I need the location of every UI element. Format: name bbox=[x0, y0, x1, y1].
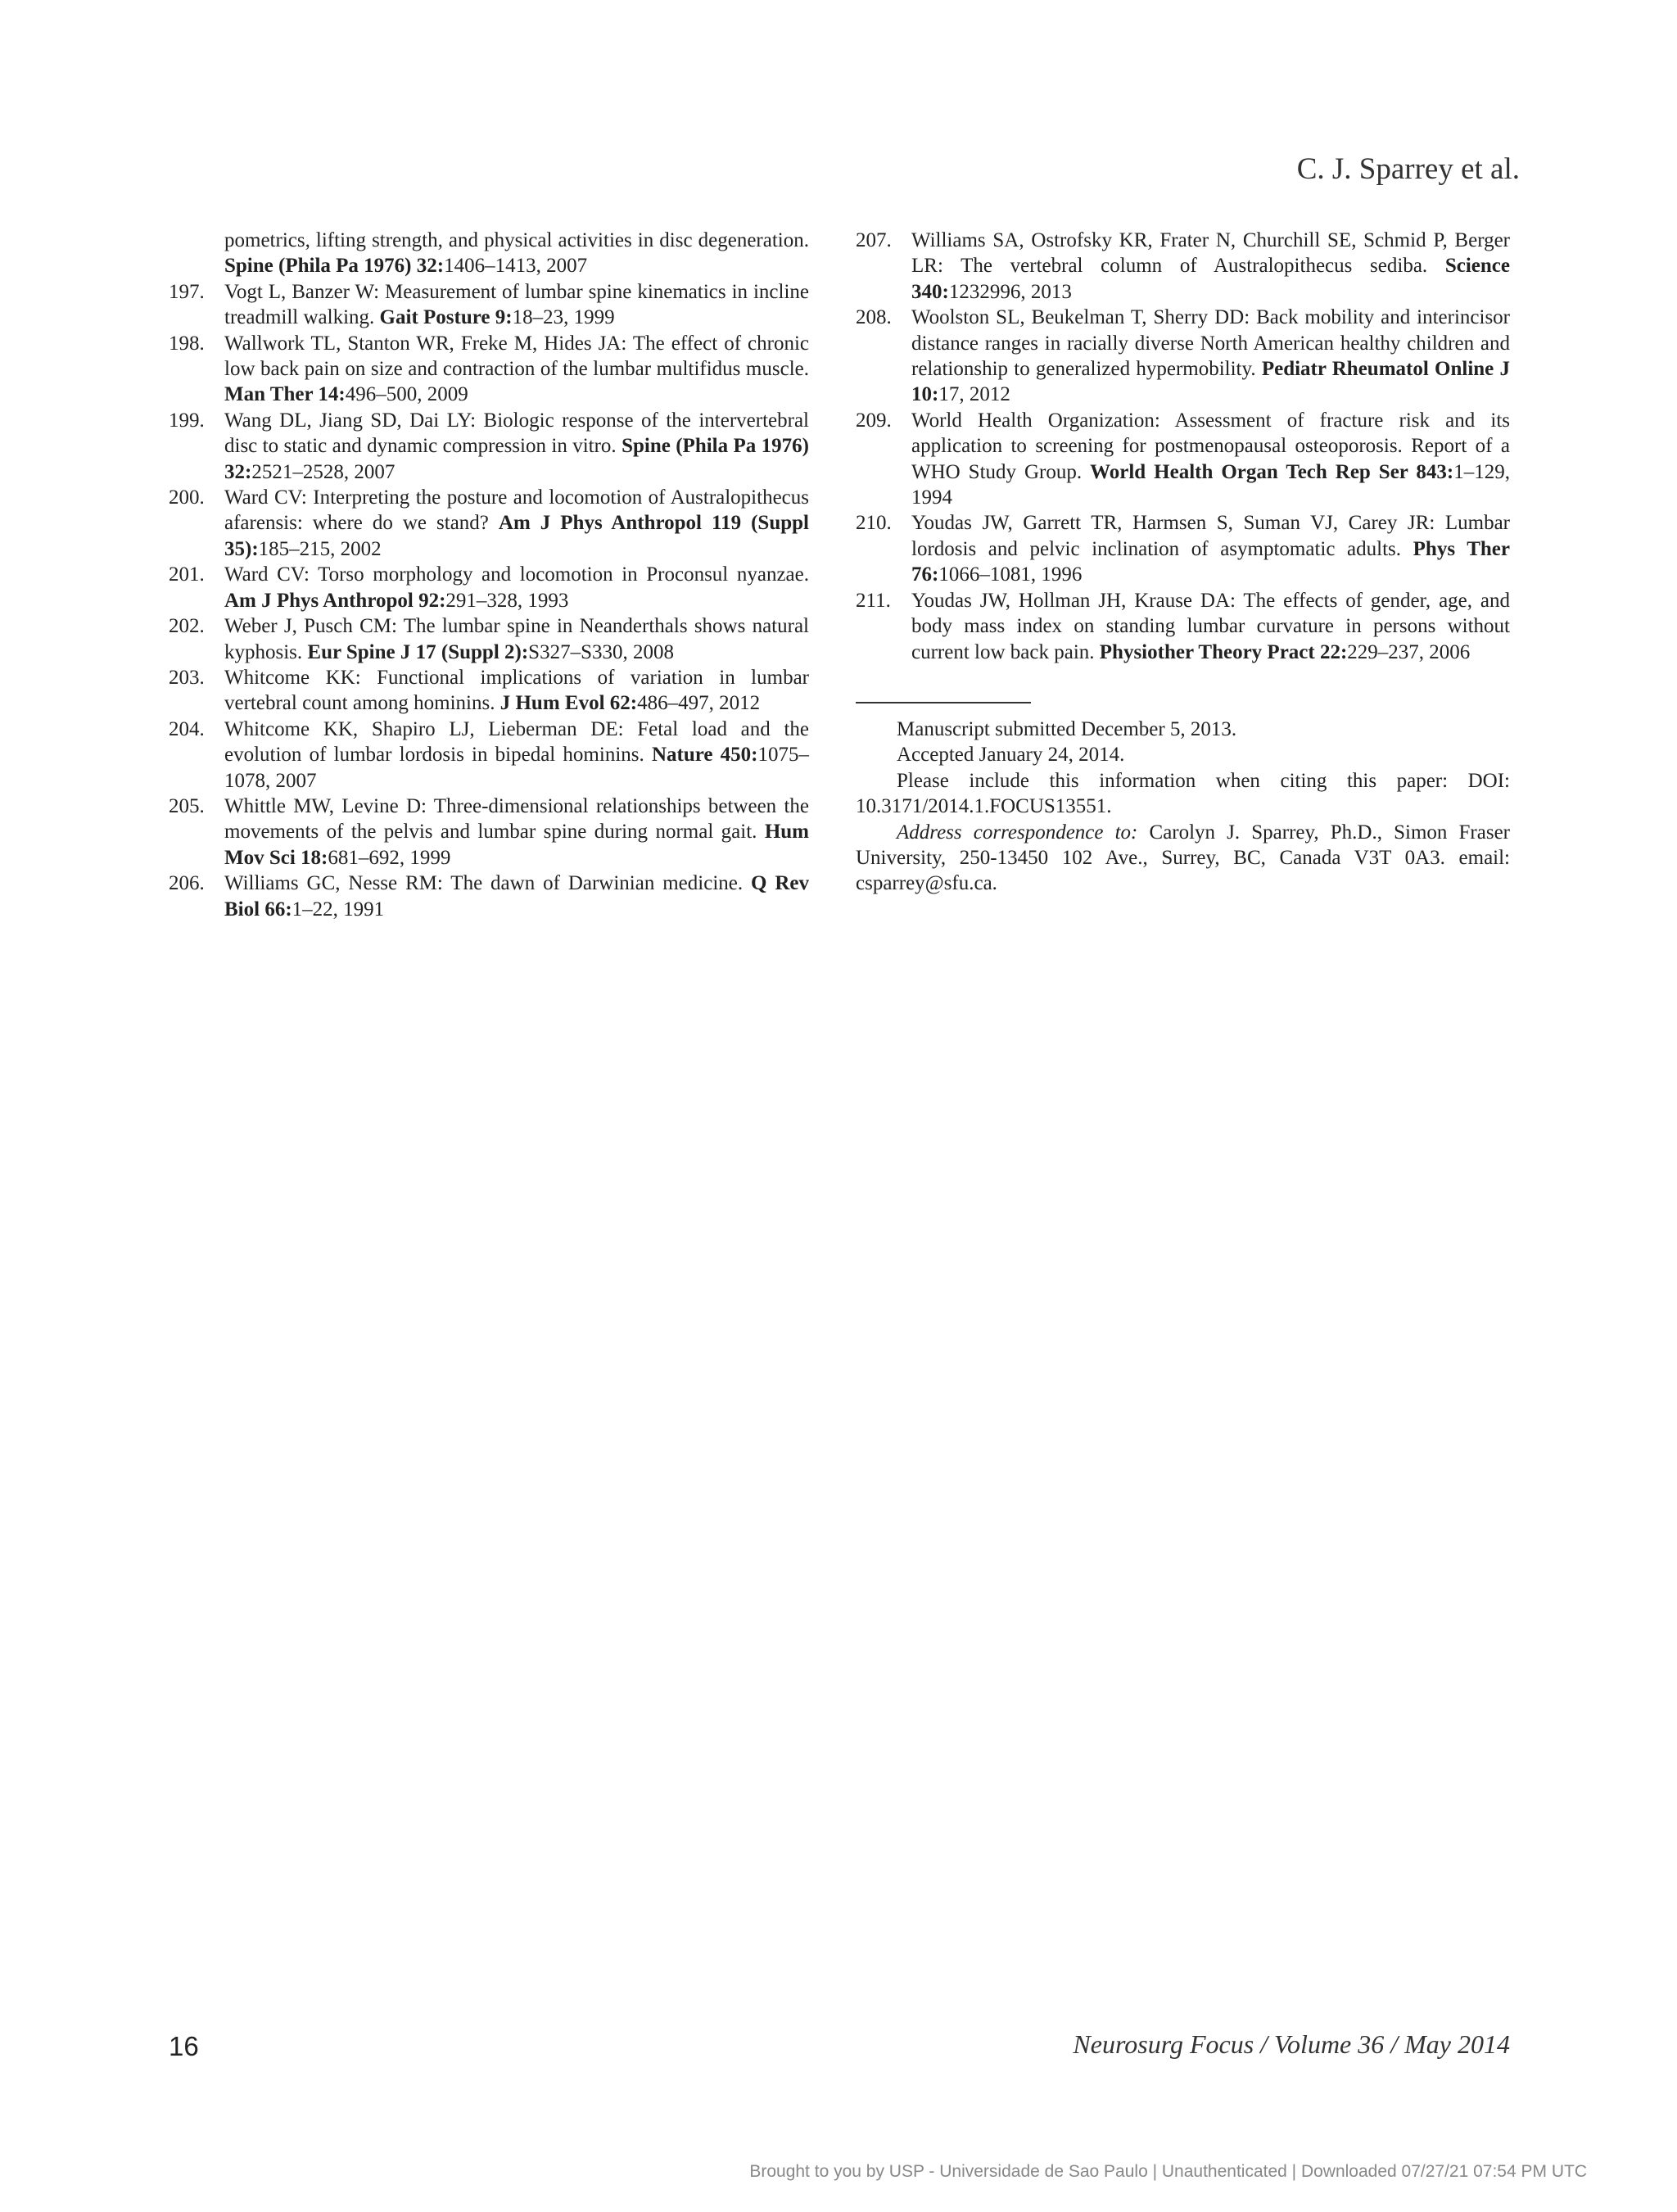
reference-list-left bbox=[169, 228, 809, 922]
reference-text: 18–23, 1999 bbox=[512, 306, 615, 329]
running-head: C. J. Sparrey et al. bbox=[1296, 152, 1520, 186]
reference-journal: Pediatr Rheumatol Online J 10: bbox=[911, 358, 1510, 406]
reference-journal: Eur Spine J 17 (Suppl 2): bbox=[307, 640, 529, 663]
reference-number: 211. bbox=[856, 589, 891, 612]
reference-text: Whitcome KK: Functional implications of variation in lumbar vertebral count among hominins. bbox=[224, 666, 809, 715]
reference-number: 205. bbox=[169, 794, 205, 817]
reference-text: Williams GC, Nesse RM: The dawn of Darwinian medicine. bbox=[224, 872, 751, 895]
reference-text: 681–692, 1999 bbox=[328, 846, 451, 869]
reference-item bbox=[169, 794, 809, 871]
reference-journal: Am J Phys Anthropol 92: bbox=[224, 589, 446, 612]
reference-text: 17, 2012 bbox=[938, 383, 1010, 406]
reference-item bbox=[169, 613, 809, 665]
page-number: 16 bbox=[169, 2031, 199, 2061]
reference-journal: Physiother Theory Pract 22: bbox=[1099, 640, 1348, 663]
reference-text: 1232996, 2013 bbox=[948, 280, 1072, 303]
reference-text: 1–22, 1991 bbox=[292, 898, 385, 921]
reference-journal: Nature 450: bbox=[651, 744, 758, 767]
reference-number: 200. bbox=[169, 486, 205, 509]
reference-text: Wang DL, Jiang SD, Dai LY: Biologic response of the intervertebral disc to static and dynamic compression in vitro. bbox=[224, 409, 809, 458]
reference-text: Woolston SL, Beukelman T, Sherry DD: Back mobility and interincisor distance ranges in racially diverse North American healthy children and relationship to generalized hypermobility. bbox=[911, 306, 1510, 381]
reference-journal: Phys Ther 76: bbox=[911, 537, 1510, 586]
reference-item bbox=[169, 279, 809, 331]
reference-text: 1066–1081, 1996 bbox=[938, 563, 1083, 586]
reference-number: 199. bbox=[169, 409, 205, 432]
reference-text: Whittle MW, Levine D: Three-dimensional relationships between the movements of the pelvis and lumbar spine during normal gait. bbox=[224, 794, 809, 844]
reference-journal: Man Ther 14: bbox=[224, 383, 346, 406]
reference-text: Whitcome KK, Shapiro LJ, Lieberman DE: Fetal load and the evolution of lumbar lordosis in bipedal hominins. bbox=[224, 717, 809, 767]
reference-text: S327–S330, 2008 bbox=[528, 640, 674, 663]
reference-text: 1075–1078, 2007 bbox=[224, 744, 809, 792]
reference-list-right-items bbox=[856, 228, 1510, 665]
reference-item bbox=[856, 228, 1510, 305]
reference-list-right bbox=[856, 228, 1510, 897]
reference-number: 202. bbox=[169, 615, 205, 638]
reference-number: 197. bbox=[169, 280, 205, 303]
journal-footer: Neurosurg Focus / Volume 36 / May 2014 bbox=[1073, 2029, 1510, 2059]
reference-item bbox=[169, 871, 809, 922]
reference-text: 496–500, 2009 bbox=[345, 383, 468, 406]
reference-item bbox=[169, 408, 809, 485]
footnote-rule bbox=[856, 702, 1031, 703]
reference-number: 201. bbox=[169, 563, 205, 586]
reference-item bbox=[169, 485, 809, 562]
correspondence-label: Address correspondence to: bbox=[897, 821, 1138, 844]
reference-text: 486–497, 2012 bbox=[637, 692, 761, 715]
reference-journal: Spine (Phila Pa 1976) 32: bbox=[224, 435, 809, 483]
reference-item bbox=[169, 717, 809, 794]
reference-journal: Gait Posture 9: bbox=[379, 306, 513, 329]
manuscript-accepted: Accepted January 24, 2014. bbox=[897, 744, 1125, 767]
reference-journal: Am J Phys Anthropol 119 (Suppl 35): bbox=[224, 512, 809, 560]
reference-text: World Health Organization: Assessment of fracture risk and its application to screening for postmenopausal osteoporosis. Report of a WHO Study Group. bbox=[911, 409, 1510, 483]
reference-text: 185–215, 2002 bbox=[258, 537, 382, 560]
reference-item bbox=[169, 665, 809, 717]
reference-journal: Spine (Phila Pa 1976) 32: bbox=[224, 255, 445, 278]
reference-item bbox=[856, 588, 1510, 665]
reference-number: 210. bbox=[856, 512, 892, 535]
reference-text: pometrics, lifting strength, and physical activities in disc degeneration. bbox=[224, 229, 809, 251]
reference-text: Ward CV: Interpreting the posture and locomotion of Australopithecus afarensis: where do we stand? bbox=[224, 486, 809, 535]
reference-journal: World Health Organ Tech Rep Ser 843: bbox=[1090, 460, 1454, 483]
reference-number: 206. bbox=[169, 872, 205, 895]
reference-number: 198. bbox=[169, 332, 205, 355]
reference-item bbox=[856, 510, 1510, 587]
reference-text: 1–129, 1994 bbox=[911, 460, 1511, 509]
reference-journal: J Hum Evol 62: bbox=[499, 692, 638, 715]
reference-number: 208. bbox=[856, 306, 892, 329]
reference-number: 207. bbox=[856, 229, 892, 251]
reference-item bbox=[169, 562, 809, 613]
reference-text: Weber J, Pusch CM: The lumbar spine in Neanderthals shows natural kyphosis. bbox=[224, 615, 809, 663]
reference-text: 291–328, 1993 bbox=[445, 589, 569, 612]
citation-note: Please include this information when citing this paper: DOI: 10.3171/2014.1.FOCUS13551. bbox=[856, 769, 1510, 818]
correspondence-address bbox=[856, 820, 1510, 897]
download-notice: Brought to you by USP - Universidade de Sao Paulo | Unauthenticated | Downloaded 07/27/21 07:54 PM UTC bbox=[749, 2162, 1587, 2181]
reference-text: Williams SA, Ostrofsky KR, Frater N, Churchill SE, Schmid P, Berger LR: The vertebral column of Australopithecus sediba. bbox=[911, 229, 1510, 278]
reference-journal: Science 340: bbox=[911, 255, 1510, 303]
reference-item bbox=[856, 408, 1510, 511]
reference-text: 229–237, 2006 bbox=[1347, 640, 1471, 663]
reference-text: 1406–1413, 2007 bbox=[444, 255, 588, 278]
reference-text: Vogt L, Banzer W: Measurement of lumbar spine kinematics in incline treadmill walking. bbox=[224, 280, 809, 329]
reference-number: 209. bbox=[856, 409, 892, 432]
reference-text: Wallwork TL, Stanton WR, Freke M, Hides JA: The effect of chronic low back pain on size and contraction of the lumbar multifidus muscle. bbox=[224, 332, 809, 381]
reference-text: Youdas JW, Hollman JH, Krause DA: The effects of gender, age, and body mass index on standing lumbar curvature in persons without current low back pain. bbox=[911, 589, 1510, 663]
reference-text: Ward CV: Torso morphology and locomotion in Proconsul nyanzae. bbox=[224, 563, 809, 586]
correspondence-text: Carolyn J. Sparrey, Ph.D., Simon Fraser University, 250-13450 102 Ave., Surrey, BC, Canada V3T 0A3. email: csparrey@sfu.ca. bbox=[856, 821, 1511, 895]
reference-journal: Q Rev Biol 66: bbox=[224, 872, 809, 921]
manuscript-submitted: Manuscript submitted December 5, 2013. bbox=[897, 717, 1237, 740]
reference-number: 203. bbox=[169, 666, 205, 689]
reference-journal: Hum Mov Sci 18: bbox=[224, 821, 809, 869]
reference-text: Youdas JW, Garrett TR, Harmsen S, Suman VJ, Carey JR: Lumbar lordosis and pelvic inclination of asymptomatic adults. bbox=[911, 512, 1510, 560]
reference-item bbox=[169, 228, 809, 279]
reference-number: 204. bbox=[169, 717, 205, 740]
reference-text: 2521–2528, 2007 bbox=[251, 460, 396, 483]
reference-item bbox=[169, 331, 809, 408]
reference-item bbox=[856, 305, 1510, 408]
